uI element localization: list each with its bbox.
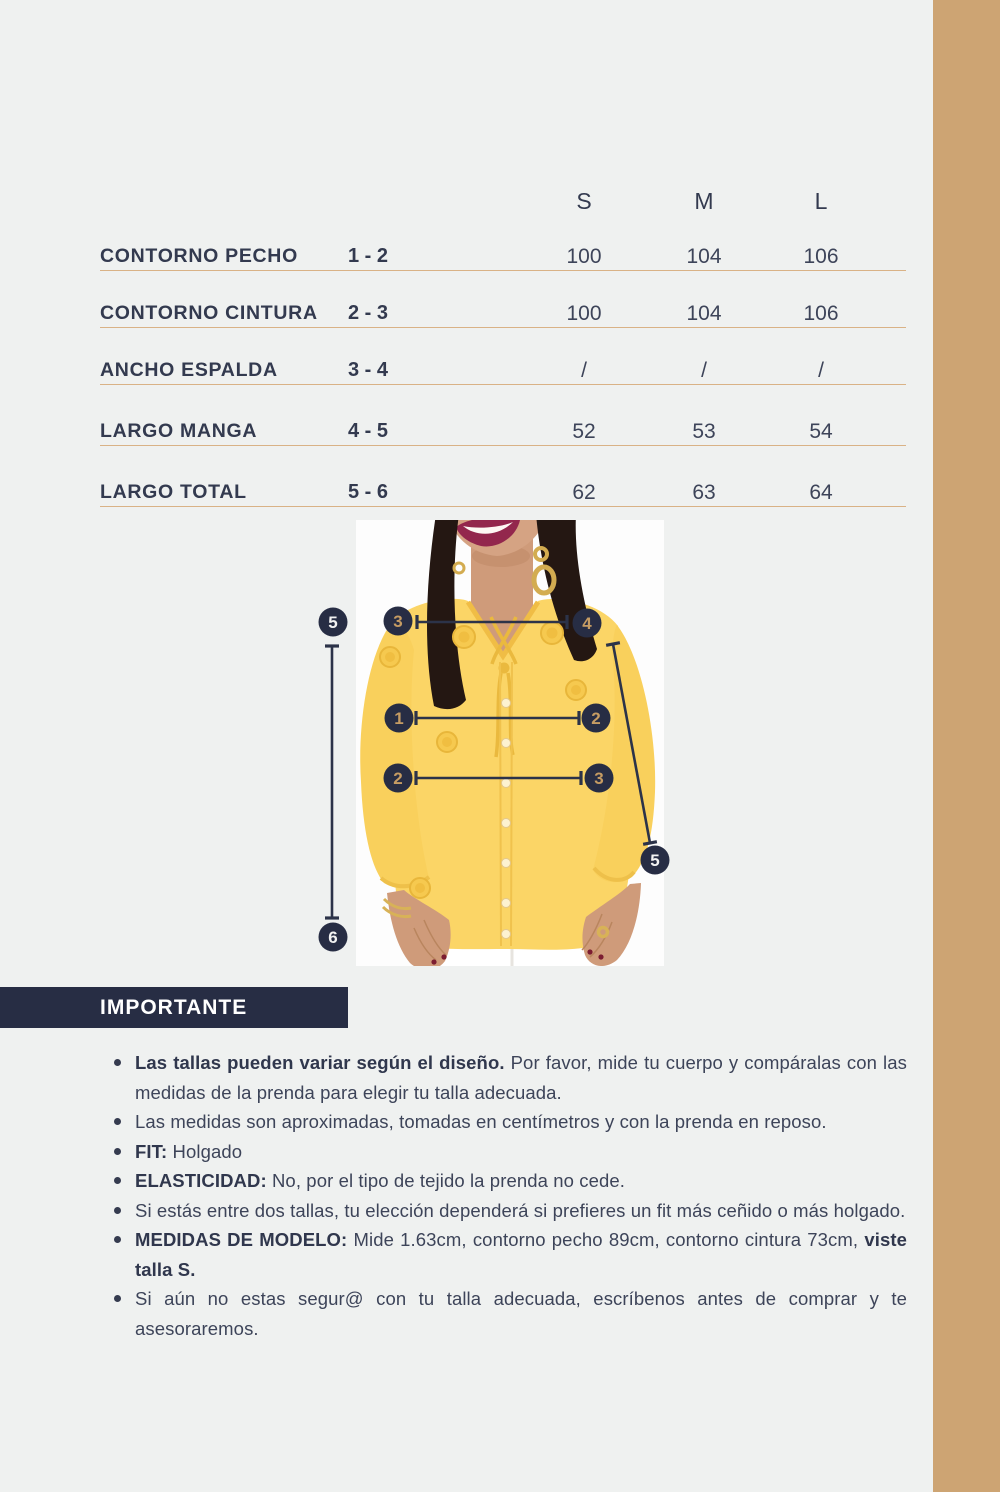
svg-text:2: 2 xyxy=(393,769,403,788)
measure-value: 64 xyxy=(809,481,833,504)
size-table-row xyxy=(100,297,906,328)
measure-range: 1 - 2 xyxy=(348,245,389,267)
size-table-row xyxy=(100,354,906,385)
measure-value: 52 xyxy=(572,420,596,443)
size-table xyxy=(100,0,906,540)
measure-value: 106 xyxy=(803,302,839,325)
svg-text:3: 3 xyxy=(594,769,604,788)
measure-marker-1 xyxy=(385,704,414,733)
size-table-row xyxy=(100,415,906,446)
size-column-header: L xyxy=(814,188,828,214)
measure-value: 100 xyxy=(566,245,602,268)
svg-text:2: 2 xyxy=(591,709,601,728)
measure-value: 53 xyxy=(692,420,716,443)
important-note: Si estás entre dos tallas, tu elección dependerá si prefieres un fit más ceñido o más holgado. xyxy=(135,1196,907,1226)
svg-text:4: 4 xyxy=(582,614,592,633)
measurement-overlay xyxy=(300,510,700,985)
measure-value: / xyxy=(818,359,824,382)
measure-range: 3 - 4 xyxy=(348,359,389,381)
measurement-diagram xyxy=(300,510,700,985)
svg-text:5: 5 xyxy=(328,613,338,632)
measure-label: ANCHO ESPALDA xyxy=(100,359,278,381)
measure-marker-5 xyxy=(319,608,348,637)
important-note: ELASTICIDAD: No, por el tipo de tejido la prenda no cede. xyxy=(135,1166,907,1196)
measure-label: CONTORNO CINTURA xyxy=(100,302,318,324)
important-notes xyxy=(100,1048,907,1343)
measure-line xyxy=(417,615,567,629)
measure-line xyxy=(416,711,579,725)
important-note: MEDIDAS DE MODELO: Mide 1.63cm, contorno pecho 89cm, contorno cintura 73cm, viste talla S. xyxy=(135,1225,907,1284)
measure-marker-2 xyxy=(384,764,413,793)
measure-label: CONTORNO PECHO xyxy=(100,245,298,267)
important-note: FIT: Holgado xyxy=(135,1137,907,1167)
measure-value: 54 xyxy=(809,420,833,443)
important-notes-list xyxy=(100,1048,907,1343)
measure-line xyxy=(416,771,581,785)
measure-marker-4 xyxy=(573,609,602,638)
measure-value: 62 xyxy=(572,481,596,504)
measure-value: 100 xyxy=(566,302,602,325)
measure-line xyxy=(606,643,657,845)
size-column-header: M xyxy=(694,188,714,214)
measure-marker-3 xyxy=(585,764,614,793)
measure-value: / xyxy=(581,359,587,382)
measure-value: 106 xyxy=(803,245,839,268)
size-column-header: S xyxy=(576,188,592,214)
measure-value: 63 xyxy=(692,481,716,504)
measure-range: 5 - 6 xyxy=(348,481,389,503)
size-table-row xyxy=(100,240,906,271)
measure-label: LARGO MANGA xyxy=(100,420,258,442)
measure-range: 4 - 5 xyxy=(348,420,389,442)
measure-marker-6 xyxy=(319,923,348,952)
measure-range: 2 - 3 xyxy=(348,302,389,324)
svg-text:1: 1 xyxy=(394,709,404,728)
svg-text:5: 5 xyxy=(650,851,660,870)
important-note: Las tallas pueden variar según el diseño. Por favor, mide tu cuerpo y compáralas con las medidas de la prenda para elegir tu talla adecuada. xyxy=(135,1048,907,1107)
measure-marker-5 xyxy=(641,846,670,875)
measure-line xyxy=(325,646,339,918)
size-table-row xyxy=(100,476,906,507)
measure-value: 104 xyxy=(686,302,722,325)
measure-marker-3 xyxy=(384,607,413,636)
svg-text:3: 3 xyxy=(393,612,403,631)
important-note: Si aún no estas segur@ con tu talla adecuada, escríbenos antes de comprar y te asesoraremos. xyxy=(135,1284,907,1343)
important-note: Las medidas son aproximadas, tomadas en centímetros y con la prenda en reposo. xyxy=(135,1107,907,1137)
measure-label: LARGO TOTAL xyxy=(100,481,247,503)
measure-marker-2 xyxy=(582,704,611,733)
right-accent-bar xyxy=(933,0,1000,1492)
important-heading: IMPORTANTE xyxy=(0,987,348,1028)
measure-value: / xyxy=(701,359,707,382)
svg-text:6: 6 xyxy=(328,928,338,947)
measure-value: 104 xyxy=(686,245,722,268)
